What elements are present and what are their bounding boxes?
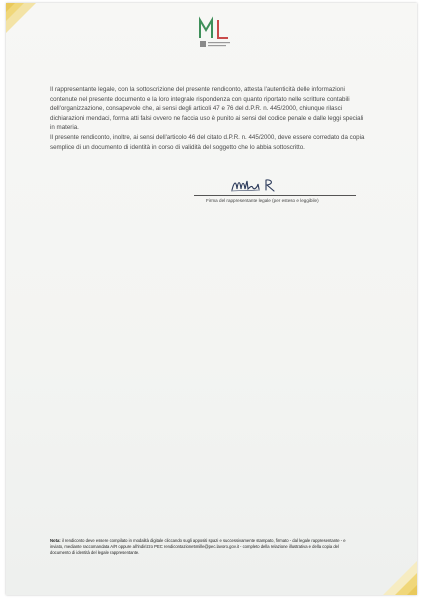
signature-caption: Firma del rappresentante legale (per esteso e leggibile) [206, 198, 319, 203]
signature-line [194, 195, 356, 196]
corner-triangle-decoration-bottom-right [383, 561, 417, 595]
corner-triangle-decoration-top-left [6, 3, 36, 33]
note-text: il rendiconto deve essere compilato in modalità digitale cliccando sugli appositi spazi e successivamente stampato, firmato - dal legale rappresentante - e inviato, mediante raccomandata A/R oppure all'indirizzo PEC rendicontazione5mille@pec.lavoro.gov.it - completo della relazione illustrativa e della copia del documento di identità del legale rappresentante. [50, 538, 346, 556]
footer-note [50, 538, 350, 556]
declaration-paragraph: Il presente rendiconto, inoltre, ai sensi dell'articolo 46 del citato d.P.R. n. 445/2000, deve essere corredato da copia semplice di un documento di identità in corso di validità del soggetto che lo abbia sottoscritto. [50, 133, 365, 151]
ministry-logo [196, 16, 238, 50]
declaration-paragraph: Il rappresentante legale, con la sottoscrizione del presente rendiconto, attesta l'autenticità delle informazioni contenute nel presente documento e la loro integrale rispondenza con quanto riportato nelle scritture contabili dell'organizzazione, consapevole che, ai sensi degli articoli 47 e 76 del d.P.R. n. 445/2000, chiunque rilasci dichiarazioni mendaci, forma atti falsi ovvero ne faccia uso è punito ai sensi del codice penale e dalle leggi speciali in materia. [50, 86, 364, 132]
declaration-text [50, 85, 365, 152]
note-label: Nota: [50, 538, 61, 543]
document-page [6, 3, 417, 595]
handwritten-signature [230, 176, 288, 194]
